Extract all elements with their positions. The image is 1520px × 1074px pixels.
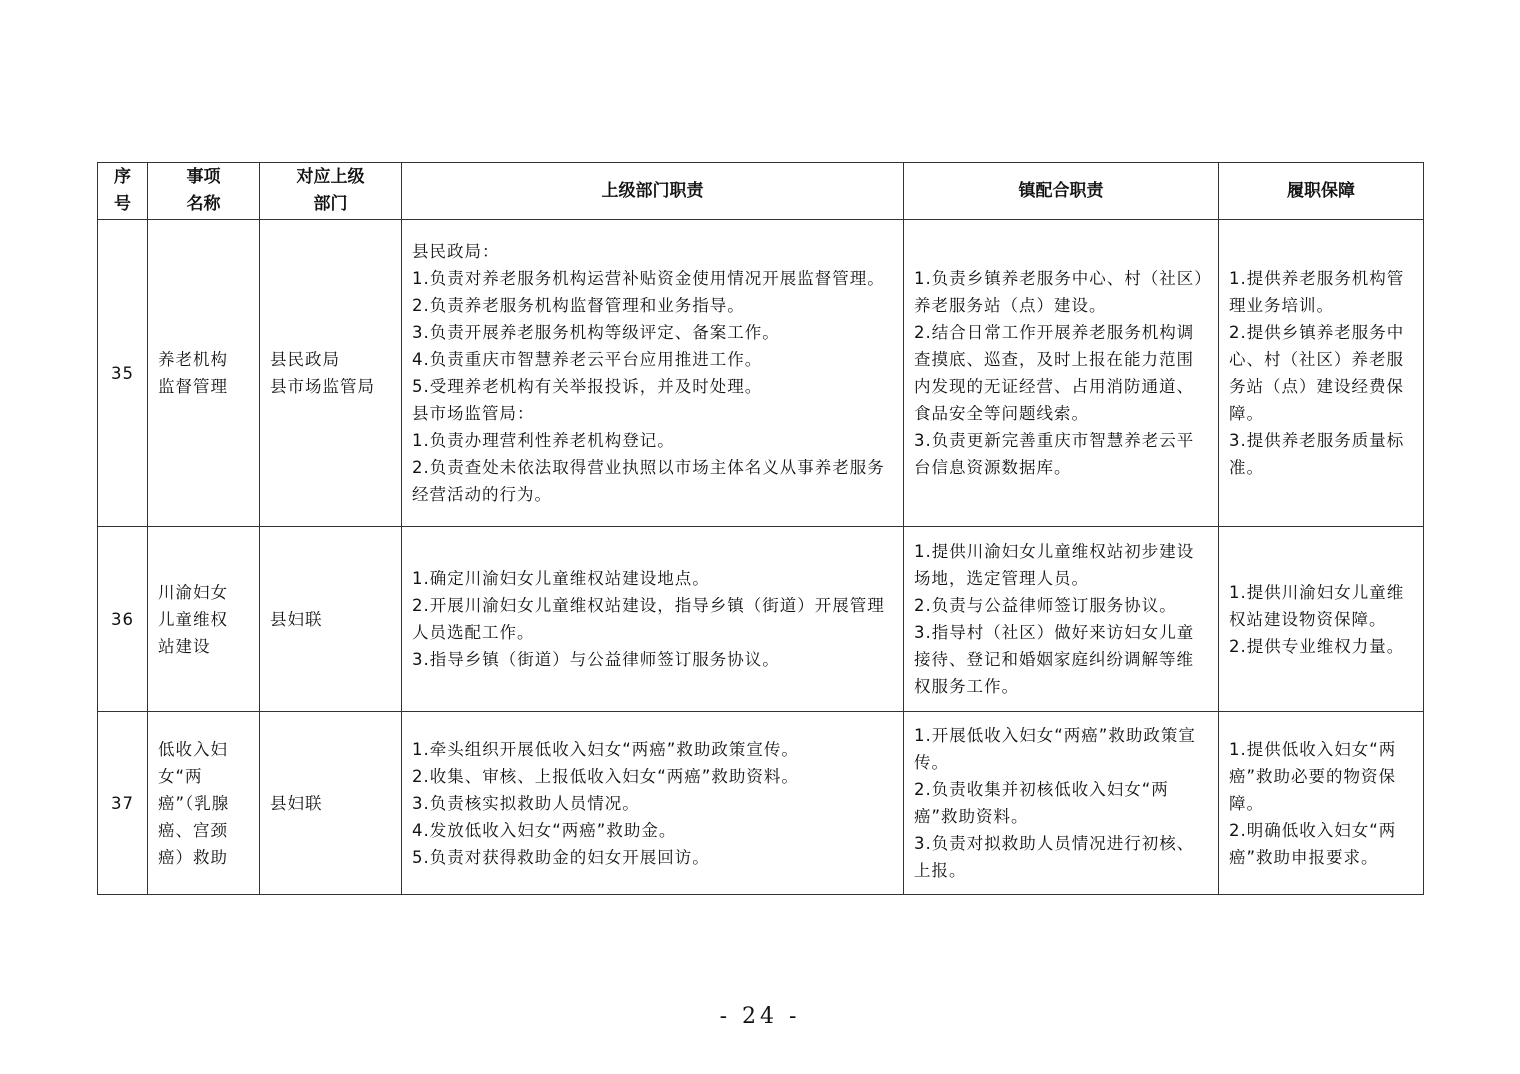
duty-line: 3.负责开展养老服务机构等级评定、备案工作。 <box>412 323 780 342</box>
duty-line: 2.收集、审核、上报低收入妇女“两癌”救助资料。 <box>412 766 799 786</box>
row-number: 37 <box>98 712 148 895</box>
header-no-line: 序 <box>114 167 131 187</box>
header-dept <box>260 163 402 220</box>
duty-line: 3.负责核实拟救助人员情况。 <box>412 793 640 813</box>
guarantee-cell <box>1219 527 1424 712</box>
dept-cell <box>260 527 402 712</box>
duty-line: 2.负责查处未依法取得营业执照以市场主体名义从事养老服务经营活动的行为。 <box>412 458 885 504</box>
table-header-row <box>98 163 1424 220</box>
duty-cell <box>402 527 904 712</box>
item-name <box>148 527 260 712</box>
table-row <box>98 712 1424 895</box>
dept-line: 县妇联 <box>270 609 323 629</box>
town-line: 1.提供川渝妇女儿童维权站初步建设场地，选定管理人员。 <box>914 542 1195 588</box>
dept-cell <box>260 220 402 527</box>
town-cell <box>904 712 1219 895</box>
item-name-line: 儿童维权 <box>158 609 228 629</box>
duty-line: 1.牵头组织开展低收入妇女“两癌”救助政策宣传。 <box>412 739 799 759</box>
duty-line: 县市场监管局： <box>412 404 535 423</box>
table-row <box>98 527 1424 712</box>
guarantee-line: 2.明确低收入妇女“两癌”救助申报要求。 <box>1229 820 1397 867</box>
town-line: 3.负责对拟救助人员情况进行初核、上报。 <box>914 834 1195 880</box>
item-name <box>148 220 260 527</box>
item-name-line: 川渝妇女 <box>158 582 228 602</box>
duty-line: 1.负责办理营利性养老机构登记。 <box>412 431 675 450</box>
guarantee-cell <box>1219 712 1424 895</box>
guarantee-line: 3.提供养老服务质量标准。 <box>1229 431 1405 477</box>
header-dept-line: 对应上级 <box>296 167 365 187</box>
item-name-line: 站建设 <box>158 636 211 656</box>
dept-line: 县妇联 <box>270 793 323 813</box>
item-name <box>148 712 260 895</box>
header-item-line: 名称 <box>186 194 221 214</box>
header-item-line: 事项 <box>186 167 221 187</box>
header-item <box>148 163 260 220</box>
guarantee-line: 1.提供养老服务机构管理业务培训。 <box>1229 269 1405 315</box>
header-no-line: 号 <box>114 194 131 214</box>
guarantee-line: 1.提供低收入妇女“两癌”救助必要的物资保障。 <box>1229 739 1397 813</box>
town-line: 2.负责收集并初核低收入妇女“两癌”救助资料。 <box>914 780 1169 826</box>
header-town: 镇配合职责 <box>904 163 1219 220</box>
page-number: - 24 - <box>719 1004 801 1029</box>
town-line: 3.指导村（社区）做好来访妇女儿童接待、登记和婚姻家庭纠纷调解等维权服务工作。 <box>914 623 1195 696</box>
guarantee-line: 1.提供川渝妇女儿童维权站建设物资保障。 <box>1229 582 1405 629</box>
town-line: 1.开展低收入妇女“两癌”救助政策宣传。 <box>914 726 1196 772</box>
dept-cell <box>260 712 402 895</box>
guarantee-cell <box>1219 220 1424 527</box>
duty-cell <box>402 712 904 895</box>
duty-line: 1.负责对养老服务机构运营补贴资金使用情况开展监督管理。 <box>412 269 885 288</box>
duty-table <box>97 162 1424 895</box>
guarantee-line: 2.提供专业维权力量。 <box>1229 636 1405 656</box>
item-name-line: 养老机构 <box>158 350 228 369</box>
header-dept-line: 部门 <box>313 194 348 214</box>
dept-line: 县市场监管局 <box>270 377 375 396</box>
header-duty: 上级部门职责 <box>402 163 904 220</box>
row-number: 35 <box>98 220 148 527</box>
table-row <box>98 220 1424 527</box>
duty-line: 2.开展川渝妇女儿童维权站建设，指导乡镇（街道）开展管理人员选配工作。 <box>412 596 885 642</box>
header-guarantee: 履职保障 <box>1219 163 1424 220</box>
duty-line: 4.负责重庆市智慧养老云平台应用推进工作。 <box>412 350 763 369</box>
guarantee-line: 2.提供乡镇养老服务中心、村（社区）养老服务站（点）建设经费保障。 <box>1229 323 1405 423</box>
town-line: 3.负责更新完善重庆市智慧养老云平台信息资源数据库。 <box>914 431 1195 477</box>
item-name-line: 监督管理 <box>158 377 228 396</box>
town-cell <box>904 220 1219 527</box>
item-name-line: 低收入妇女“两癌”（乳腺癌、宫颈癌）救助 <box>158 739 230 867</box>
duty-line: 5.受理养老机构有关举报投诉，并及时处理。 <box>412 377 763 396</box>
duty-line: 1.确定川渝妇女儿童维权站建设地点。 <box>412 569 710 588</box>
town-line: 2.结合日常工作开展养老服务机构调查摸底、巡查，及时上报在能力范围内发现的无证经营、占用消防通道、食品安全等问题线索。 <box>914 323 1195 423</box>
town-line: 2.负责与公益律师签订服务协议。 <box>914 596 1177 615</box>
duty-line: 县民政局： <box>412 242 500 261</box>
header-no <box>98 163 148 220</box>
duty-line: 4.发放低收入妇女“两癌”救助金。 <box>412 820 677 840</box>
duty-line: 5.负责对获得救助金的妇女开展回访。 <box>412 847 710 867</box>
duty-line: 3.指导乡镇（街道）与公益律师签订服务协议。 <box>412 650 780 669</box>
dept-line: 县民政局 <box>270 350 340 369</box>
row-number: 36 <box>98 527 148 712</box>
town-line: 1.负责乡镇养老服务中心、村（社区）养老服务站（点）建设。 <box>914 269 1204 315</box>
duty-cell <box>402 220 904 527</box>
duty-line: 2.负责养老服务机构监督管理和业务指导。 <box>412 296 745 315</box>
town-cell <box>904 527 1219 712</box>
